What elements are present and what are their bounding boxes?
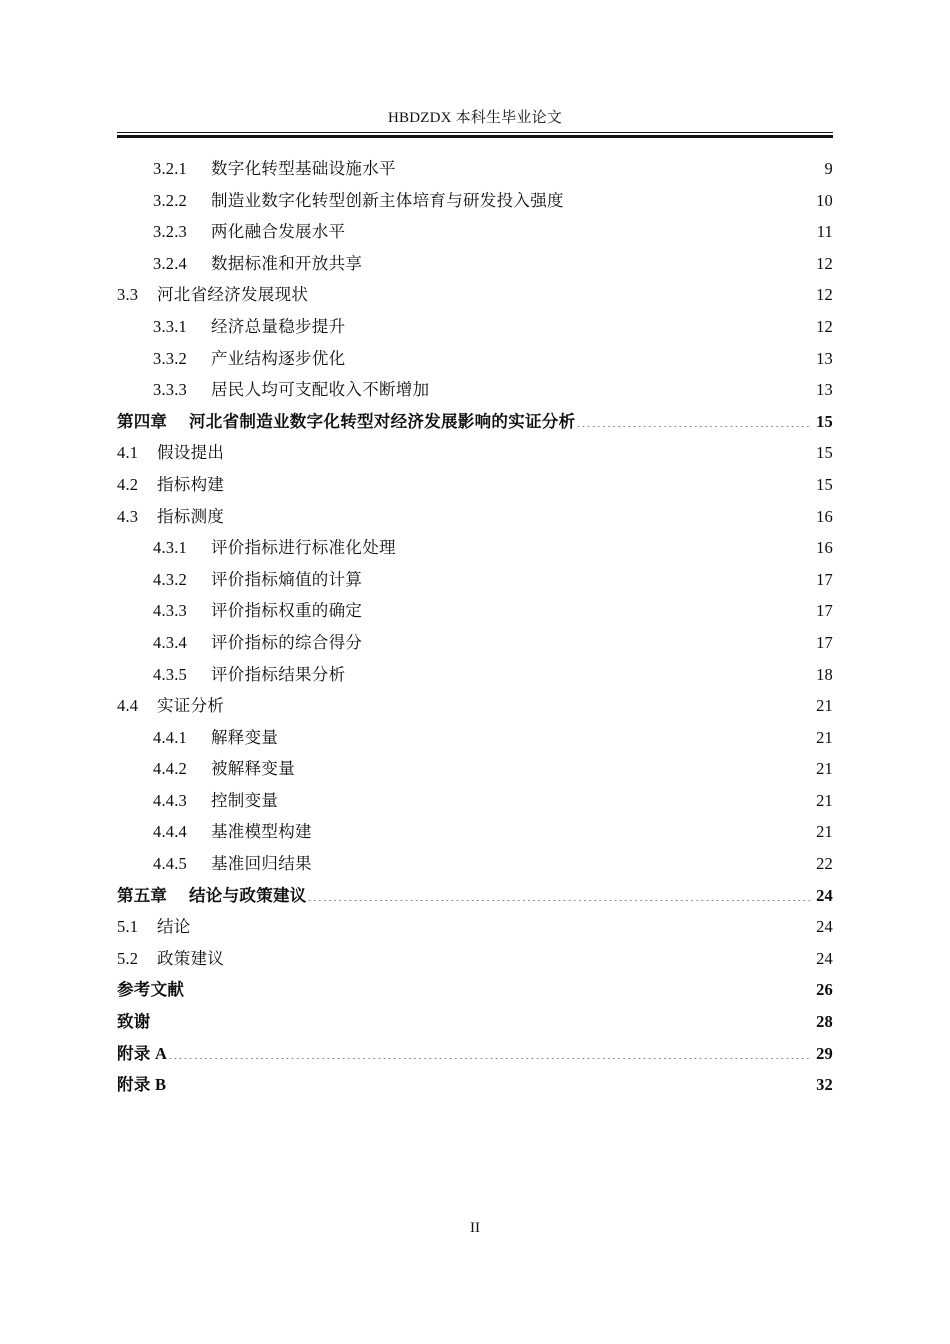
toc-entry-number: 3.2.1: [153, 159, 187, 178]
header-title: HBDZDX 本科生毕业论文: [387, 110, 563, 126]
page-number-footer: II: [470, 1220, 480, 1236]
toc-entry[interactable]: [117, 848, 833, 880]
toc-entry-label: 经济总量稳步提升: [211, 316, 346, 336]
toc-entry-number: 3.2.2: [153, 190, 187, 210]
toc-entry-page-number: 21: [816, 790, 833, 810]
toc-entry-page-number: 24: [816, 917, 833, 937]
toc-dot-leader: [346, 221, 812, 238]
toc-entry-page-number: 28: [816, 1012, 833, 1032]
toc-entry-label: 被解释变量: [211, 759, 295, 779]
toc-entry[interactable]: [117, 816, 833, 848]
toc-dot-leader: [313, 853, 812, 870]
toc-entry-label: 产业结构逐步优化: [211, 348, 346, 368]
toc-entry-label: 数字化转型基础设施水平: [211, 159, 396, 178]
toc-entry[interactable]: [117, 469, 833, 501]
toc-dot-leader: [309, 284, 812, 301]
toc-entry-label: 评价指标结果分析: [211, 664, 346, 684]
toc-entry-label: 数据标准和开放共享: [211, 253, 363, 273]
toc-entry-page-number: 29: [816, 1043, 833, 1063]
toc-entry-number: 4.3.3: [153, 601, 187, 621]
toc-entry-number: 4.4.5: [153, 854, 187, 874]
toc-dot-leader: [185, 979, 812, 996]
toc-dot-leader: [225, 505, 812, 522]
toc-entry[interactable]: [117, 943, 833, 975]
toc-entry-label: 致谢: [117, 1012, 151, 1032]
toc-entry-number: 4.3: [117, 506, 139, 526]
toc-dot-leader: [363, 631, 812, 648]
toc-entry-label: 河北省制造业数字化转型对经济发展影响的实证分析: [189, 411, 576, 431]
toc-entry-page-number: 15: [816, 411, 833, 431]
toc-entry[interactable]: [117, 690, 833, 722]
toc-entry[interactable]: [117, 1069, 833, 1101]
toc-dot-leader: [168, 1042, 812, 1059]
toc-entry-label: 河北省经济发展现状: [157, 285, 309, 305]
toc-entry-page-number: 21: [816, 727, 833, 747]
toc-entry-label: 评价指标权重的确定: [211, 601, 363, 621]
toc-entry-number: 第五章: [117, 885, 168, 905]
toc-entry-page-number: 12: [816, 253, 833, 273]
toc-entry-label: 结论: [157, 917, 191, 937]
toc-entry-label: 解释变量: [211, 727, 279, 747]
toc-entry-label: 评价指标进行标准化处理: [211, 538, 396, 558]
toc-entry-page-number: 11: [816, 222, 833, 242]
toc-entry-page-number: 24: [816, 948, 833, 968]
toc-entry-page-number: 9: [824, 159, 833, 178]
toc-entry-label: 指标测度: [157, 506, 225, 526]
toc-entry-label: 基准模型构建: [211, 822, 312, 842]
toc-entry-page-number: 21: [816, 759, 833, 779]
toc-entry-page-number: 12: [816, 316, 833, 336]
toc-entry[interactable]: [117, 974, 833, 1006]
toc-entry-number: 4.4.3: [153, 790, 187, 810]
toc-entry-page-number: 32: [816, 1075, 833, 1095]
toc-dot-leader: [397, 158, 812, 175]
toc-entry-page-number: 17: [816, 569, 833, 589]
toc-entry-label: 附录 A: [117, 1043, 168, 1063]
toc-entry-label: 制造业数字化转型创新主体培育与研发投入强度: [211, 190, 564, 210]
toc-entry[interactable]: [117, 911, 833, 943]
toc-entry-number: 4.4.4: [153, 822, 187, 842]
toc-entry-page-number: 24: [816, 885, 833, 905]
toc-dot-leader: [313, 821, 812, 838]
toc-entry[interactable]: [117, 564, 833, 596]
toc-dot-leader: [397, 537, 812, 554]
toc-entry-label: 实证分析: [157, 696, 225, 716]
toc-entry[interactable]: [117, 153, 833, 185]
toc-entry-page-number: 13: [816, 380, 833, 400]
toc-dot-leader: [225, 473, 812, 490]
toc-entry[interactable]: [117, 343, 833, 375]
toc-entry-label: 两化融合发展水平: [211, 222, 346, 242]
toc-entry-label: 假设提出: [157, 443, 225, 463]
toc-entry[interactable]: [117, 532, 833, 564]
toc-entry-page-number: 12: [816, 285, 833, 305]
toc-entry-page-number: 13: [816, 348, 833, 368]
toc-entry-number: 4.2: [117, 474, 139, 494]
toc-entry-number: 3.2.3: [153, 222, 187, 242]
toc-entry-number: 3.2.4: [153, 253, 187, 273]
toc-dot-leader: [152, 1011, 812, 1028]
toc-entry-label: 基准回归结果: [211, 854, 312, 874]
table-of-contents: [117, 153, 833, 1101]
toc-entry-label: 附录 B: [117, 1075, 167, 1095]
toc-entry[interactable]: [117, 595, 833, 627]
toc-dot-leader: [279, 789, 812, 806]
toc-entry-label: 控制变量: [211, 790, 279, 810]
toc-entry-page-number: 15: [816, 474, 833, 494]
toc-entry[interactable]: [117, 437, 833, 469]
toc-entry-label: 居民人均可支配收入不断增加: [211, 380, 430, 400]
toc-dot-leader: [346, 347, 812, 364]
toc-entry-number: 4.3.4: [153, 632, 187, 652]
toc-entry-number: 3.3: [117, 285, 139, 305]
toc-entry-page-number: 17: [816, 601, 833, 621]
toc-entry-page-number: 26: [816, 980, 833, 1000]
toc-entry[interactable]: [117, 279, 833, 311]
toc-entry-label: 评价指标的综合得分: [211, 632, 363, 652]
toc-entry-page-number: 17: [816, 632, 833, 652]
toc-dot-leader: [576, 410, 812, 427]
header-rule-group: [117, 132, 833, 138]
toc-entry[interactable]: [117, 722, 833, 754]
toc-entry-label: 参考文献: [117, 980, 185, 1000]
toc-entry-page-number: 18: [816, 664, 833, 684]
toc-dot-leader: [308, 884, 812, 901]
toc-entry-label: 政策建议: [157, 948, 225, 968]
toc-dot-leader: [192, 916, 812, 933]
toc-entry-label: 结论与政策建议: [189, 885, 307, 905]
toc-dot-leader: [430, 379, 812, 396]
toc-entry-number: 4.3.5: [153, 664, 187, 684]
toc-entry-number: 4.3.2: [153, 569, 187, 589]
toc-entry-page-number: 16: [816, 538, 833, 558]
toc-entry[interactable]: [117, 880, 833, 912]
toc-dot-leader: [296, 758, 812, 775]
toc-entry-number: 5.2: [117, 948, 139, 968]
toc-entry[interactable]: [117, 659, 833, 691]
toc-entry-number: 3.3.3: [153, 380, 187, 400]
toc-dot-leader: [279, 726, 812, 743]
toc-dot-leader: [167, 1074, 812, 1091]
toc-dot-leader: [363, 252, 812, 269]
toc-dot-leader: [363, 568, 812, 585]
header-rule-thick: [117, 135, 833, 138]
toc-entry-page-number: 16: [816, 506, 833, 526]
toc-entry-number: 4.4.2: [153, 759, 187, 779]
toc-entry-label: 指标构建: [157, 474, 225, 494]
toc-entry-number: 4.1: [117, 443, 139, 463]
toc-entry-number: 3.3.1: [153, 316, 187, 336]
toc-entry-page-number: 21: [816, 696, 833, 716]
toc-dot-leader: [363, 600, 812, 617]
toc-entry-number: 4.4.1: [153, 727, 187, 747]
toc-entry-number: 4.3.1: [153, 538, 187, 558]
toc-dot-leader: [565, 189, 812, 206]
toc-dot-leader: [346, 663, 812, 680]
toc-dot-leader: [225, 947, 812, 964]
toc-entry[interactable]: [117, 627, 833, 659]
toc-entry[interactable]: [117, 248, 833, 280]
toc-entry[interactable]: [117, 185, 833, 217]
toc-entry[interactable]: [117, 311, 833, 343]
toc-entry-page-number: 15: [816, 443, 833, 463]
toc-entry[interactable]: [117, 753, 833, 785]
toc-entry[interactable]: [117, 785, 833, 817]
running-header: [117, 108, 833, 138]
toc-entry-label: 评价指标熵值的计算: [211, 569, 363, 589]
toc-entry[interactable]: [117, 216, 833, 248]
toc-dot-leader: [225, 442, 812, 459]
toc-entry-number: 3.3.2: [153, 348, 187, 368]
toc-entry-page-number: 10: [816, 190, 833, 210]
toc-entry-number: 第四章: [117, 411, 168, 431]
toc-entry[interactable]: [117, 374, 833, 406]
toc-entry-number: 4.4: [117, 696, 139, 716]
toc-entry-number: 5.1: [117, 917, 139, 937]
toc-entry[interactable]: [117, 501, 833, 533]
toc-entry[interactable]: [117, 1006, 833, 1038]
toc-dot-leader: [225, 695, 812, 712]
toc-dot-leader: [346, 315, 812, 332]
toc-entry-page-number: 21: [816, 822, 833, 842]
toc-entry[interactable]: [117, 406, 833, 438]
toc-entry-page-number: 22: [816, 854, 833, 874]
toc-entry[interactable]: [117, 1038, 833, 1070]
